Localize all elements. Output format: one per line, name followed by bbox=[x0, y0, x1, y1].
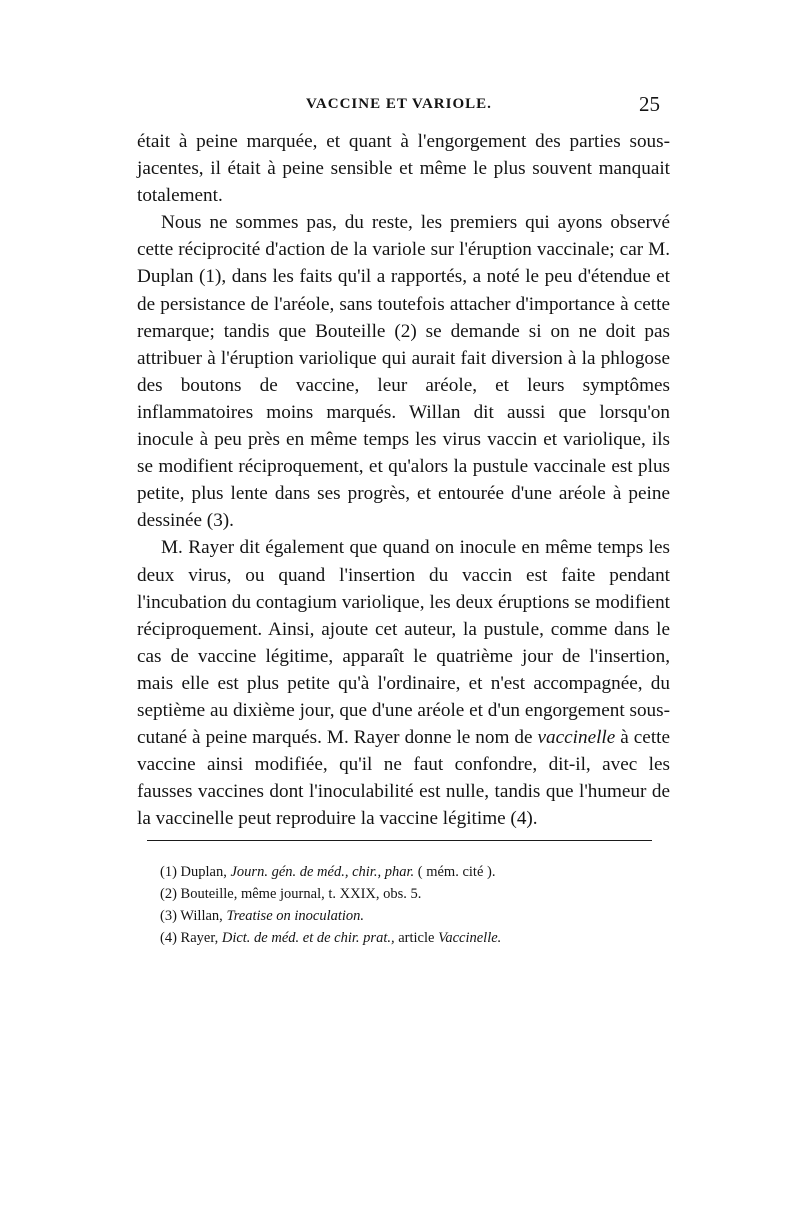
footnote-rest: article bbox=[398, 930, 435, 947]
footnote-author: Rayer, bbox=[180, 930, 219, 947]
footnote-author: Duplan, bbox=[180, 864, 227, 881]
page-number: 25 bbox=[639, 92, 660, 116]
footnote-rest: même journal, t. XXIX, obs. 5. bbox=[240, 886, 422, 903]
footnote-3 bbox=[160, 905, 670, 927]
footnote-4 bbox=[160, 927, 670, 949]
body-text bbox=[137, 128, 670, 832]
paragraph-reciprocity: Nous ne sommes pas, du reste, les premiers qui ayons observé cette réciprocité d'action de la variole sur l'éruption vaccinale; car M. Duplan (1), dans les faits qu'il a rapportés, a noté le peu d'étendue et de persistance de l'aréole, sans toutefois attacher d'importance à cette remarque; tandis que Bouteille (2) se demande si on ne doit pas attribuer à l'éruption variolique qui aurait fait diversion à la phlogose des boutons de vaccine, leur aréole, et leurs symptômes inflammatoires moins marqués. Willan dit aussi que lorsqu'on inocule à peu près en même temps les virus vaccin et variolique, ils se modifient réciproquement, et qu'alors la pustule vaccinale est plus petite, plus lente dans ses progrès, et entourée d'une aréole à peine dessinée (3). bbox=[137, 212, 670, 532]
page-header bbox=[137, 92, 670, 128]
footnote-article-title: Vaccinelle. bbox=[438, 930, 502, 947]
paragraph-rayer-text-before: M. Rayer dit également que quand on inocule en même temps les deux virus, ou quand l'insertion du vaccin est faite pendant l'incubation du contagium variolique, les deux éruptions se modifient réciproquement. Ainsi, ajoute cet auteur, la pustule, comme dans le cas de vaccine légitime, apparaît le quatrième jour de l'insertion, mais elle est plus petite qu'à l'ordinaire, et n'est accompagnée, du septième au dixième jour, que d'une aréole et d'un engorgement sous-cutané à peine marqués. M. Rayer donne le nom de bbox=[137, 537, 670, 749]
footnote-marker: (2) bbox=[160, 886, 177, 903]
footnote-marker: (4) bbox=[160, 930, 177, 947]
footnote-author: Willan, bbox=[180, 908, 223, 925]
footnotes bbox=[160, 861, 670, 949]
footnote-divider bbox=[147, 840, 652, 841]
running-title: VACCINE ET VARIOLE. bbox=[306, 96, 492, 112]
footnote-marker: (3) bbox=[160, 908, 177, 925]
footnote-title: Treatise on inoculation. bbox=[226, 908, 365, 925]
footnote-rest: ( mém. cité ). bbox=[417, 864, 496, 881]
footnote-author: Bouteille, bbox=[180, 886, 238, 903]
footnote-2 bbox=[160, 883, 670, 905]
italic-term-vaccinelle: vaccinelle bbox=[537, 727, 616, 749]
paragraph-rayer bbox=[137, 534, 670, 832]
footnote-marker: (1) bbox=[160, 864, 177, 881]
book-page bbox=[137, 92, 670, 949]
footnote-1 bbox=[160, 861, 670, 883]
footnote-title: Dict. de méd. et de chir. prat., bbox=[221, 930, 395, 947]
paragraph-continuation: était à peine marquée, et quant à l'engorgement des parties sous-jacentes, il était à peine sensible et même le plus souvent manquait totalement. bbox=[137, 131, 670, 207]
footnote-title: Journ. gén. de méd., chir., phar. bbox=[230, 864, 415, 881]
paragraph-rayer-text-after: à cette vaccine ainsi modifiée, qu'il ne faut confondre, dit-il, avec les fausses vaccines dont l'inoculabilité est nulle, tandis que l'humeur de la vaccinelle peut reproduire la vaccine légitime (4). bbox=[137, 727, 670, 830]
